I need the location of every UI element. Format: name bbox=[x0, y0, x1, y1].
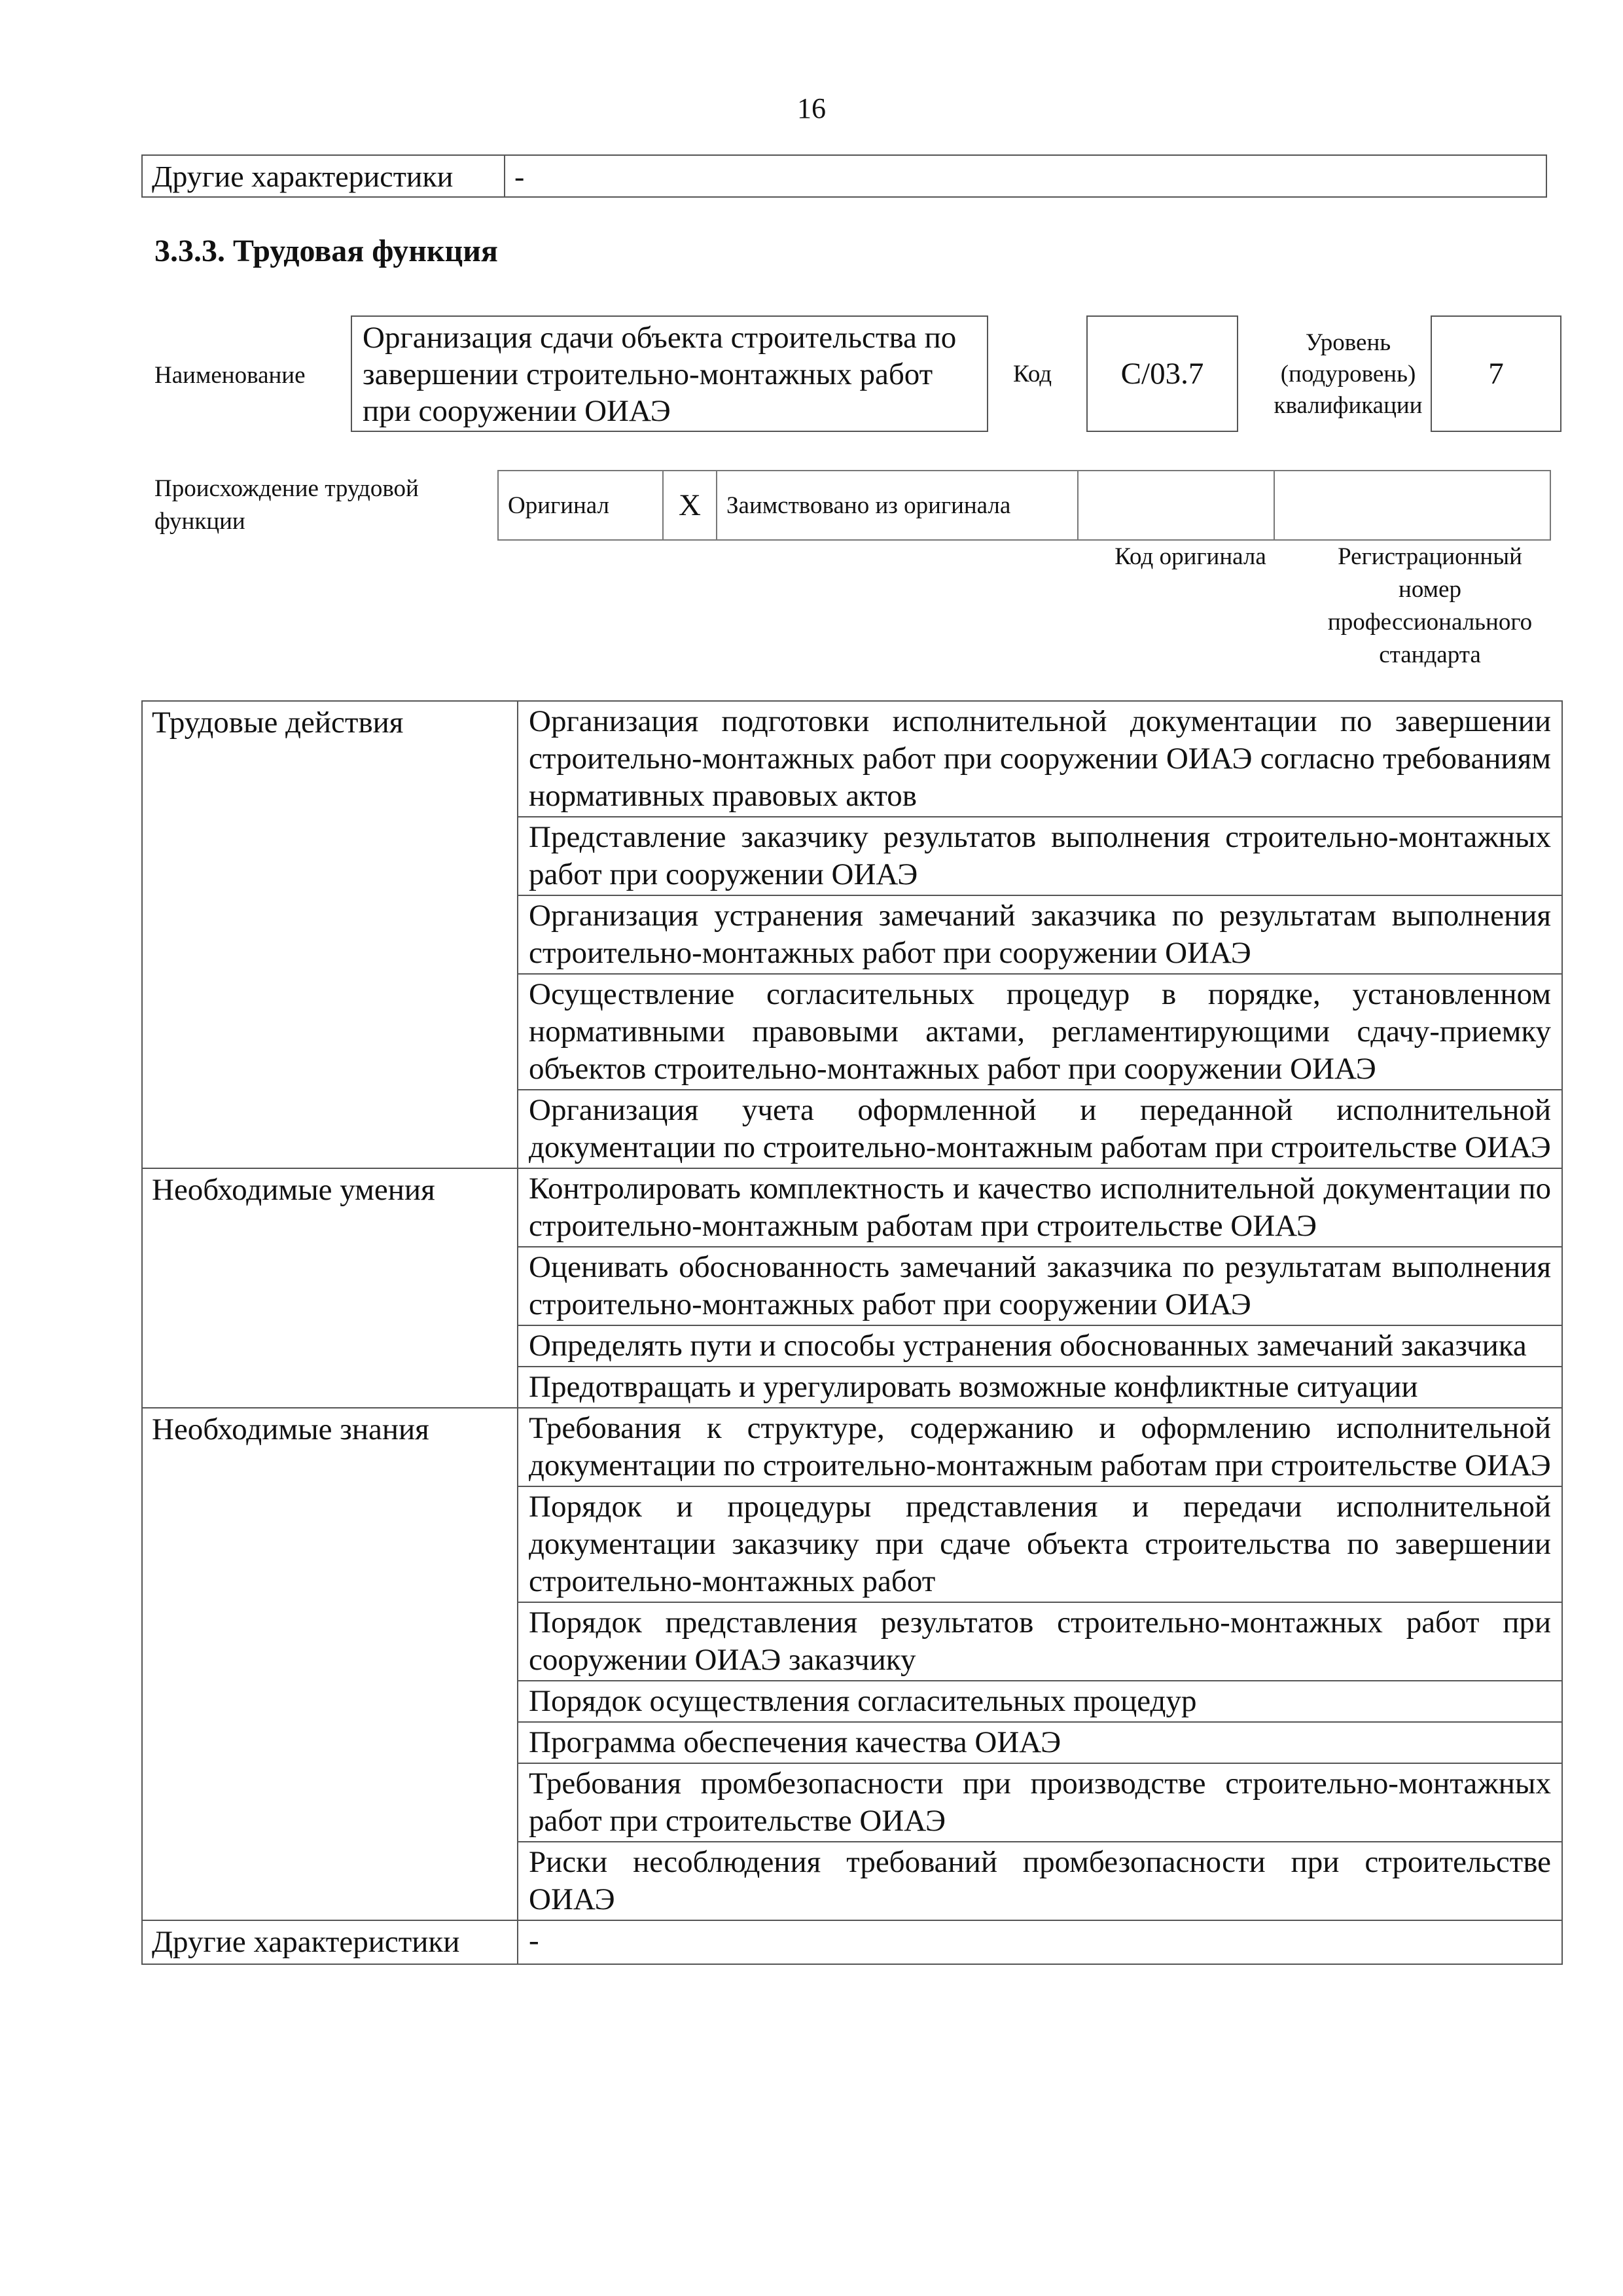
labor-action-item: Представление заказчику результатов выполнения строительно-монтажных работ при сооружении ОИАЭ bbox=[518, 817, 1562, 895]
labor-actions-label: Трудовые действия bbox=[142, 701, 518, 1168]
code-label: Код bbox=[1013, 361, 1052, 387]
knowledge-item: Программа обеспечения качества ОИАЭ bbox=[518, 1722, 1562, 1763]
other-characteristics-value: - bbox=[505, 155, 1546, 197]
function-code-box: С/03.7 bbox=[1086, 315, 1238, 432]
skill-item: Определять пути и способы устранения обоснованных замечаний заказчика bbox=[518, 1325, 1562, 1367]
name-label: Наименование bbox=[154, 362, 306, 389]
section-number: 3.3.3. bbox=[154, 234, 225, 268]
qualification-level-label bbox=[1243, 327, 1453, 422]
labor-action-item: Организация устранения замечаний заказчика по результатам выполнения строительно-монтажных работ при сооружении ОИАЭ bbox=[518, 895, 1562, 974]
skill-item: Предотвращать и урегулировать возможные конфликтные ситуации bbox=[518, 1367, 1562, 1408]
section-title-text: Трудовая функция bbox=[233, 234, 498, 268]
original-code-caption: Код оригинала bbox=[1115, 543, 1266, 570]
labor-action-item: Осуществление согласительных процедур в порядке, установленном нормативными правовыми актами, регламентирующими сдачу-приемку объектов строительно-монтажных работ при сооружении ОИАЭ bbox=[518, 974, 1562, 1090]
knowledge-item: Требования к структуре, содержанию и оформлению исполнительной документации по строительно-монтажным работам при строительстве ОИАЭ bbox=[518, 1408, 1562, 1486]
knowledge-item: Порядок и процедуры представления и передачи исполнительной документации заказчику при сдаче объекта строительства по завершении строительно-монтажных работ bbox=[518, 1486, 1562, 1602]
level-label-line-1: Уровень bbox=[1305, 329, 1391, 356]
labor-action-item: Организация учета оформленной и переданной исполнительной документации по строительно-монтажным работам при строительстве ОИАЭ bbox=[518, 1090, 1562, 1168]
knowledge-item: Требования промбезопасности при производстве строительно-монтажных работ при строительстве ОИАЭ bbox=[518, 1763, 1562, 1842]
registration-number-caption: Регистрационный номер профессионального стандарта bbox=[1327, 543, 1533, 668]
original-code-cell bbox=[1078, 471, 1274, 540]
knowledge-item: Порядок представления результатов строительно-монтажных работ при сооружении ОИАЭ заказчику bbox=[518, 1602, 1562, 1681]
section-title bbox=[154, 233, 498, 269]
labor-action-item: Организация подготовки исполнительной документации по завершении строительно-монтажных работ при сооружении ОИАЭ согласно требованиям нормативных правовых актов bbox=[518, 701, 1562, 817]
level-label-line-2: (подуровень) bbox=[1280, 361, 1416, 387]
knowledge-label: Необходимые знания bbox=[142, 1408, 518, 1920]
knowledge-item: Риски несоблюдения требований промбезопасности при строительстве ОИАЭ bbox=[518, 1842, 1562, 1920]
skill-item: Контролировать комплектность и качество исполнительной документации по строительно-монтажным работам при строительстве ОИАЭ bbox=[518, 1168, 1562, 1247]
qualification-level-box: 7 bbox=[1431, 315, 1561, 432]
borrowed-label-cell: Заимствовано из оригинала bbox=[717, 471, 1078, 540]
top-other-characteristics-table bbox=[141, 154, 1547, 198]
other-characteristics-label-bottom: Другие характеристики bbox=[142, 1920, 518, 1964]
labor-function-table bbox=[141, 700, 1563, 1965]
other-characteristics-value-bottom: - bbox=[518, 1920, 1562, 1964]
other-characteristics-label: Другие характеристики bbox=[142, 155, 505, 197]
origin-label: Происхождение трудовой функции bbox=[154, 475, 419, 535]
page-number: 16 bbox=[797, 92, 826, 124]
original-label-cell: Оригинал bbox=[498, 471, 663, 540]
knowledge-item: Порядок осуществления согласительных процедур bbox=[518, 1681, 1562, 1722]
skill-item: Оценивать обоснованность замечаний заказчика по результатам выполнения строительно-монтажных работ при сооружении ОИАЭ bbox=[518, 1247, 1562, 1325]
original-mark-cell: X bbox=[663, 471, 717, 540]
skills-label: Необходимые умения bbox=[142, 1168, 518, 1408]
registration-number-cell bbox=[1274, 471, 1550, 540]
origin-table bbox=[497, 470, 1551, 541]
function-name-box: Организация сдачи объекта строительства по завершении строительно-монтажных работ при сооружении ОИАЭ bbox=[351, 315, 988, 432]
level-label-line-3: квалификации bbox=[1274, 392, 1423, 419]
